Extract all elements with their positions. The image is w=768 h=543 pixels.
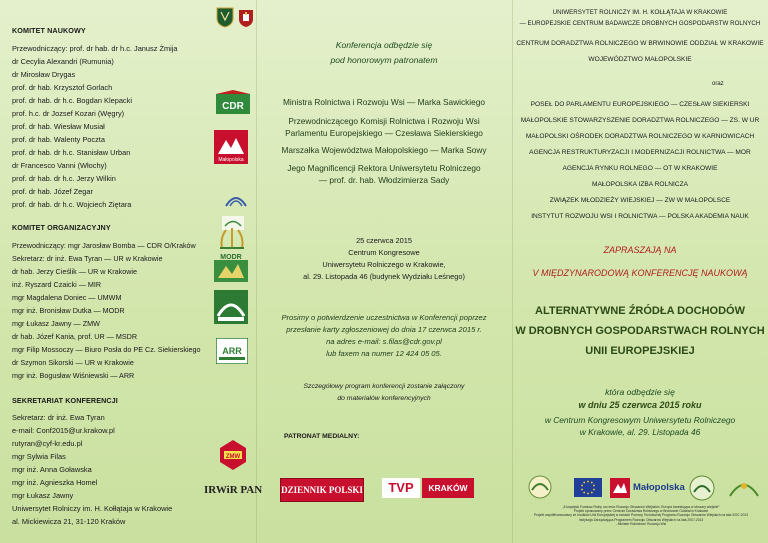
arr-logo-icon [216,338,248,364]
modr-logo-icon [214,252,248,282]
organizer-item: INSTYTUT ROZWOJU WSI I ROLNICTWA — POLSKA AKADEMIA NAUK [531,213,749,220]
zmw-logo-text: ZMW [225,454,241,460]
secretariat-line: mgr inż. Anna Goławska [12,465,92,474]
committee-member: prof. dr hab. dr h.c. Bogdan Klepacki [12,96,132,105]
tvp-krakow-logo [382,478,474,498]
secretariat-line: mgr inż. Agnieszka Homel [12,478,98,487]
cdr-logo-icon [216,90,250,116]
invite-conference: V MIĘDZYNARODOWĄ KONFERENCJĘ NAUKOWĄ [532,268,748,278]
malopolska-logo-text: Małopolska [218,157,244,163]
event-address: al. 29. Listopada 46 (budynek Wydziału Leśnego) [303,272,465,281]
organizer-item: POSEŁ DO PARLAMENTU EUROPEJSKIEGO — CZESŁAW SIEKIERSKI [530,101,750,108]
organizer-cdr: CENTRUM DORADZTWA ROLNICZEGO W BRWINOWIE ODDZIAŁ W KRAKOWIE [516,40,764,47]
committee-member: Przewodniczący: prof. dr hab. dr h.c. Janusz Żmija [12,44,178,53]
tvp-krakow-text: KRAKÓW [422,478,474,498]
committee-member: prof. dr hab. Walenty Poczta [12,135,105,144]
patron-rector: Jego Magnificencji Rektora Uniwersytetu Rolniczego [287,163,481,173]
secretariat-address: al. Mickiewicza 21, 31-120 Kraków [12,517,126,526]
university-header-2: — EUROPEJSKIE CENTRUM BADAWCZE DROBNYCH GOSPODARSTW ROLNYCH [519,20,761,27]
patron-rector-2: — prof. dr. hab. Włodzimierza Sady [318,175,450,185]
left-panel [0,0,256,543]
committee-member: dr Mirosław Drygas [12,70,76,79]
organizer-item: MAŁOPOLSKI OŚRODEK DORADZTWA ROLNICZEGO W KARNIOWICACH [525,133,755,140]
patron-committee: Przewodniczącego Komisji Rolnictwa i Rozwoju Wsi [288,116,480,126]
confirm-line: przesłanie karty zgłoszeniowej do dnia 17 czerwca 2015 r. [286,325,482,334]
org-member: dr Szymon Sikorski — UR w Krakowie [12,358,134,367]
confirm-fax: lub faxem na numer 12 424 05 05. [326,349,442,358]
org-member: inż. Ryszard Czaicki — MIR [12,280,102,289]
patron-committee-2: Parlamentu Europejskiego — Czesława Siekierskiego [285,128,483,138]
org-member: mgr inż. Bronisław Dutka — MODR [12,306,125,315]
org-member: Sekretarz: dr inż. Ewa Tyran — UR w Krakowie [12,254,163,263]
org-member: mgr Filip Mossoczy — Biuro Posła do PE Cz. Siekierskiego [12,345,201,354]
event-date: 25 czerwca 2015 [356,236,412,245]
secretariat-line: Uniwersytet Rolniczy im. H. Kołłątaja w Krakowie [12,504,173,513]
org-member: mgr Łukasz Jawny — ZMW [12,319,100,328]
organizer-item: MAŁOPOLSKIE STOWARZYSZENIE DORADZTWA ROLNICZEGO — ZS. W UR [520,117,760,124]
org-committee-heading: KOMITET ORGANIZACYJNY [12,223,111,232]
malopolska-footer-text: Małopolska [633,482,685,493]
committee-member: dr Francesco Vanni (Włochy) [12,161,107,170]
org-member: dr hab. Jerzy Cieślik — UR w Krakowie [12,267,138,276]
eafrd-logo-icon [526,474,554,500]
dziennik-polski-text: DZIENNIK POLSKI [281,485,363,495]
arr-logo-text: ARR [222,346,242,356]
secretariat-line: mgr Łukasz Jawny [12,491,74,500]
prow-logo-icon [688,474,716,502]
conference-title-2: W DROBNYCH GOSPODARSTWACH ROLNYCH [515,325,765,337]
organizer-item: ZWIĄZEK MŁODZIEŻY WIEJSKIEJ — ZW W MAŁOPOLSCE [549,197,731,204]
dziennik-polski-logo [280,478,364,502]
committee-member: prof. dr hab. dr h.c. Jerzy Wilkin [12,174,116,183]
secretariat-email[interactable]: rutyran@cyf-kr.edu.pl [12,439,83,448]
cdr-logo-text: CDR [222,101,244,112]
malopolska-footer-logo [610,478,685,498]
secretariat-line: mgr Sylwia Filas [12,452,66,461]
org-member: Przewodniczący: mgr Jarosław Bomba — CDR O/Kraków [12,241,196,250]
when-date: w dniu 25 czerwca 2015 roku [578,400,702,410]
arimr-logo-icon [214,290,248,324]
committee-member: prof. dr hab. Józef Zegar [12,187,93,196]
event-venue-2: Uniwersytetu Rolniczego w Krakowie, [322,260,446,269]
scientific-committee-heading: KOMITET NAUKOWY [12,26,86,35]
committee-member: dr Cecylia Alexandri (Rumunia) [12,57,114,66]
media-patronage-heading: PATRONAT MEDIALNY: [284,433,360,440]
fine-print-line: Projekt współfinansowany ze środków Unii Europejskiej w ramach Pomocy Technicznej Programu Rozwoju Obszarów Wiejskich na lata 2007-2013 [533,513,749,518]
where-address: w Krakowie, al. 29. Listopada 46 [579,427,701,437]
invite-line: ZAPRASZAJĄ NA [603,245,677,255]
tvp-text: TVP [382,478,420,498]
fine-print-line: Projekt opracowany przez Centrum Doradztwa Rolniczego w Brwinowie Oddział w Krakowie [573,509,709,514]
conference-title: ALTERNATYWNE ŹRÓDŁA DOCHODÓW [535,305,745,317]
fine-print-line: Instytucja Zarządzająca Programem Rozwoju Obszarów Wiejskich na lata 2007-2013 [578,517,704,522]
when-intro: która odbędzie się [605,387,675,397]
krakow-crest-icon [238,8,254,28]
organizer-item: AGENCJA RYNKU ROLNEGO — OT W KRAKOWIE [562,165,718,172]
committee-member: prof. dr hab. Krzysztof Gorlach [12,83,113,92]
org-member: mgr inż. Bogusław Wiśniewski — ARR [12,371,135,380]
university-header: UNIWERSYTET ROLNICZY IM. H. KOŁŁĄTAJA W KRAKOWIE [552,9,728,16]
committee-member: prof. h.c. dr Jozsef Kozari (Węgry) [12,109,125,118]
program-note: Szczegółowy program konferencji zostanie załączony [303,383,465,390]
where-venue: w Centrum Kongresowym Uniwersytetu Rolniczego [544,415,736,425]
zmw-logo-icon [218,438,248,472]
org-member: dr hab. Józef Kania, prof. UR — MSDR [12,332,138,341]
confirm-line: Prosimy o potwierdzenie uczestnictwa w Konferencji poprzez [281,313,487,322]
eu-flag-icon [574,478,602,497]
modr-logo-text: MODR [220,254,242,261]
malopolska-logo-icon [214,130,248,164]
eu-parliament-logo-icon [224,190,248,208]
irwir-logo: IRWiR PAN [204,484,263,496]
right-panel [512,0,768,543]
secretariat-email[interactable]: e-mail: Conf2015@ur.krakow.pl [12,426,115,435]
organizer-item: AGENCJA RESTRUKTURYZACJI I MODERNIZACJI ROLNICTWA — MOR [529,149,751,156]
secretariat-heading: SEKRETARIAT KONFERENCJI [12,396,118,405]
patron-minister: Ministra Rolnictwa i Rozwoju Wsi — Marka Sawickiego [283,97,485,107]
malopolska-footer-icon [610,478,630,498]
organizer-item: MAŁOPOLSKA IZBA ROLNICZA [591,181,688,188]
confirm-email[interactable]: na adres e-mail: s.filas@cdr.gov.pl [326,337,442,346]
modr-wheat-logo-icon [216,226,248,250]
university-crest-icon [216,6,234,28]
honorary-line-2: pod honorowym patronatem [330,55,438,65]
org-member: mgr Magdalena Doniec — UMWM [12,293,122,302]
fine-print [520,505,762,526]
organizer-voivodeship: WOJEWÓDZTWO MAŁOPOLSKIE [588,56,692,63]
program-note-2: do materiałów konferencyjnych [337,395,431,402]
honorary-line-1: Konferencja odbędzie się [335,40,433,50]
event-venue: Centrum Kongresowe [348,248,420,257]
rural-network-logo-icon [728,476,760,498]
conference-title-3: UNII EUROPEJSKIEJ [585,345,695,357]
committee-member: prof. dr hab. dr h.c. Wojciech Ziętara [12,200,132,209]
committee-member: prof. dr hab. Wiesław Musiał [12,122,105,131]
patron-marshal: Marszałka Województwa Małopolskiego — Marka Sowy [281,145,487,155]
fine-print-line: - Minister Rolnictwa i Rozwoju Wsi [615,521,667,526]
committee-member: prof. dr hab. dr h.c. Stanisław Urban [12,148,131,157]
secretariat-line: Sekretarz: dr inż. Ewa Tyran [12,413,105,422]
fine-print-line: „Europejski Fundusz Rolny na rzecz Rozwoju Obszarów Wiejskich: Europa inwestująca w obszary wiejskie” [562,505,720,509]
oraz-label: oraz [712,81,724,87]
